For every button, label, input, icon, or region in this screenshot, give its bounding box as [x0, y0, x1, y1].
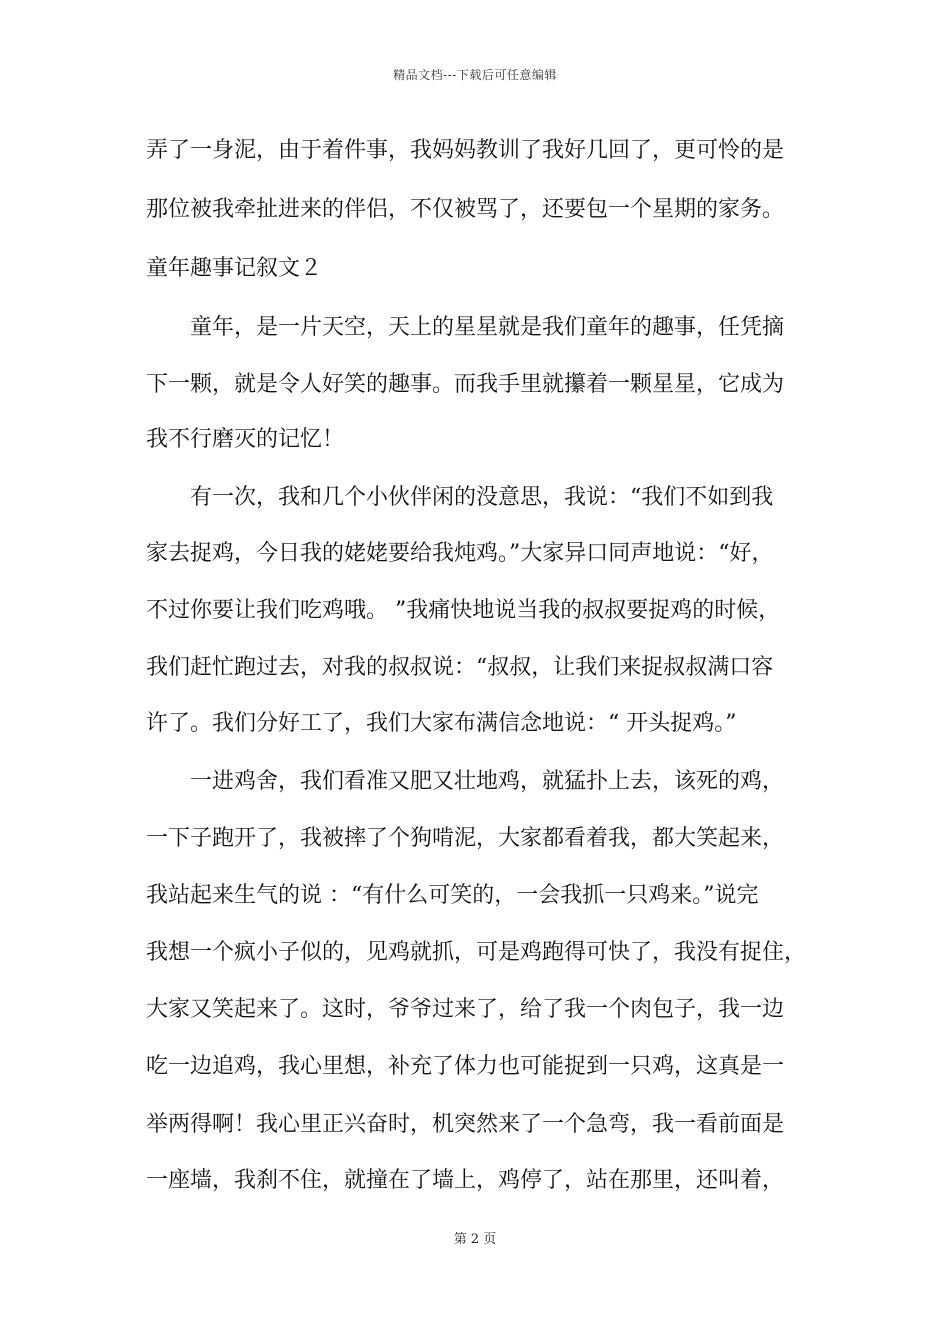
text-line: 那位被我牵扯进来的伴侣，不仅被骂了，还要包一个星期的家务。	[146, 197, 785, 222]
section-heading: 童年趣事记叙文２	[146, 256, 323, 281]
text-line: 一座墙，我刹不住，就撞在了墙上，鸡停了，站在那里，还叫着，	[146, 1168, 785, 1193]
page-number: 第 2 页	[453, 1232, 497, 1247]
text-line: 我站起来生气的说 ：“有什么可笑的，一会我抓一只鸡来。”说完	[146, 883, 759, 908]
text-line: 我想一个疯小子似的，见鸡就抓，可是鸡跑得可快了，我没有捉住，	[146, 940, 807, 965]
text-line: 大家又笑起来了。这时，爷爷过来了，给了我一个肉包子，我一边	[146, 997, 785, 1022]
page-header: 精品文档---下载后可任意编辑	[393, 68, 557, 82]
text-line: 吃一边追鸡，我心里想，补充了体力也可能捉到一只鸡，这真是一	[146, 1054, 785, 1079]
text-line: 家去捉鸡，今日我的姥姥要给我炖鸡。”大家异口同声地说：“好，	[146, 541, 774, 566]
text-line: 我们赶忙跑过去，对我的叔叔说：“叔叔，让我们来捉叔叔满口容	[146, 655, 774, 680]
text-line: 许了。我们分好工了，我们大家布满信念地说：“ 开头捉鸡。”	[146, 711, 737, 736]
text-line: 弄了一身泥，由于着件事，我妈妈教训了我好几回了，更可怜的是	[146, 138, 785, 163]
text-line: 不过你要让我们吃鸡哦。 ”我痛快地说当我的叔叔要捉鸡的时候，	[146, 598, 781, 623]
text-line: 举两得啊！我心里正兴奋时，机突然来了一个急弯，我一看前面是	[146, 1112, 785, 1137]
text-line: 我不行磨灭的记忆！	[146, 427, 345, 452]
text-line: 童年，是一片天空，天上的星星就是我们童年的趣事，任凭摘	[146, 315, 785, 340]
text-line: 一进鸡舍，我们看准又肥又壮地鸡，就猛扑上去，该死的鸡，	[146, 769, 785, 794]
text-line: 一下子跑开了，我被摔了个狗啃泥，大家都看着我，都大笑起来，	[146, 826, 785, 851]
text-line: 有一次，我和几个小伙伴闲的没意思，我说：“我们不如到我	[146, 485, 774, 510]
text-line: 下一颗，就是令人好笑的趣事。而我手里就攥着一颗星星，它成为	[146, 372, 785, 397]
